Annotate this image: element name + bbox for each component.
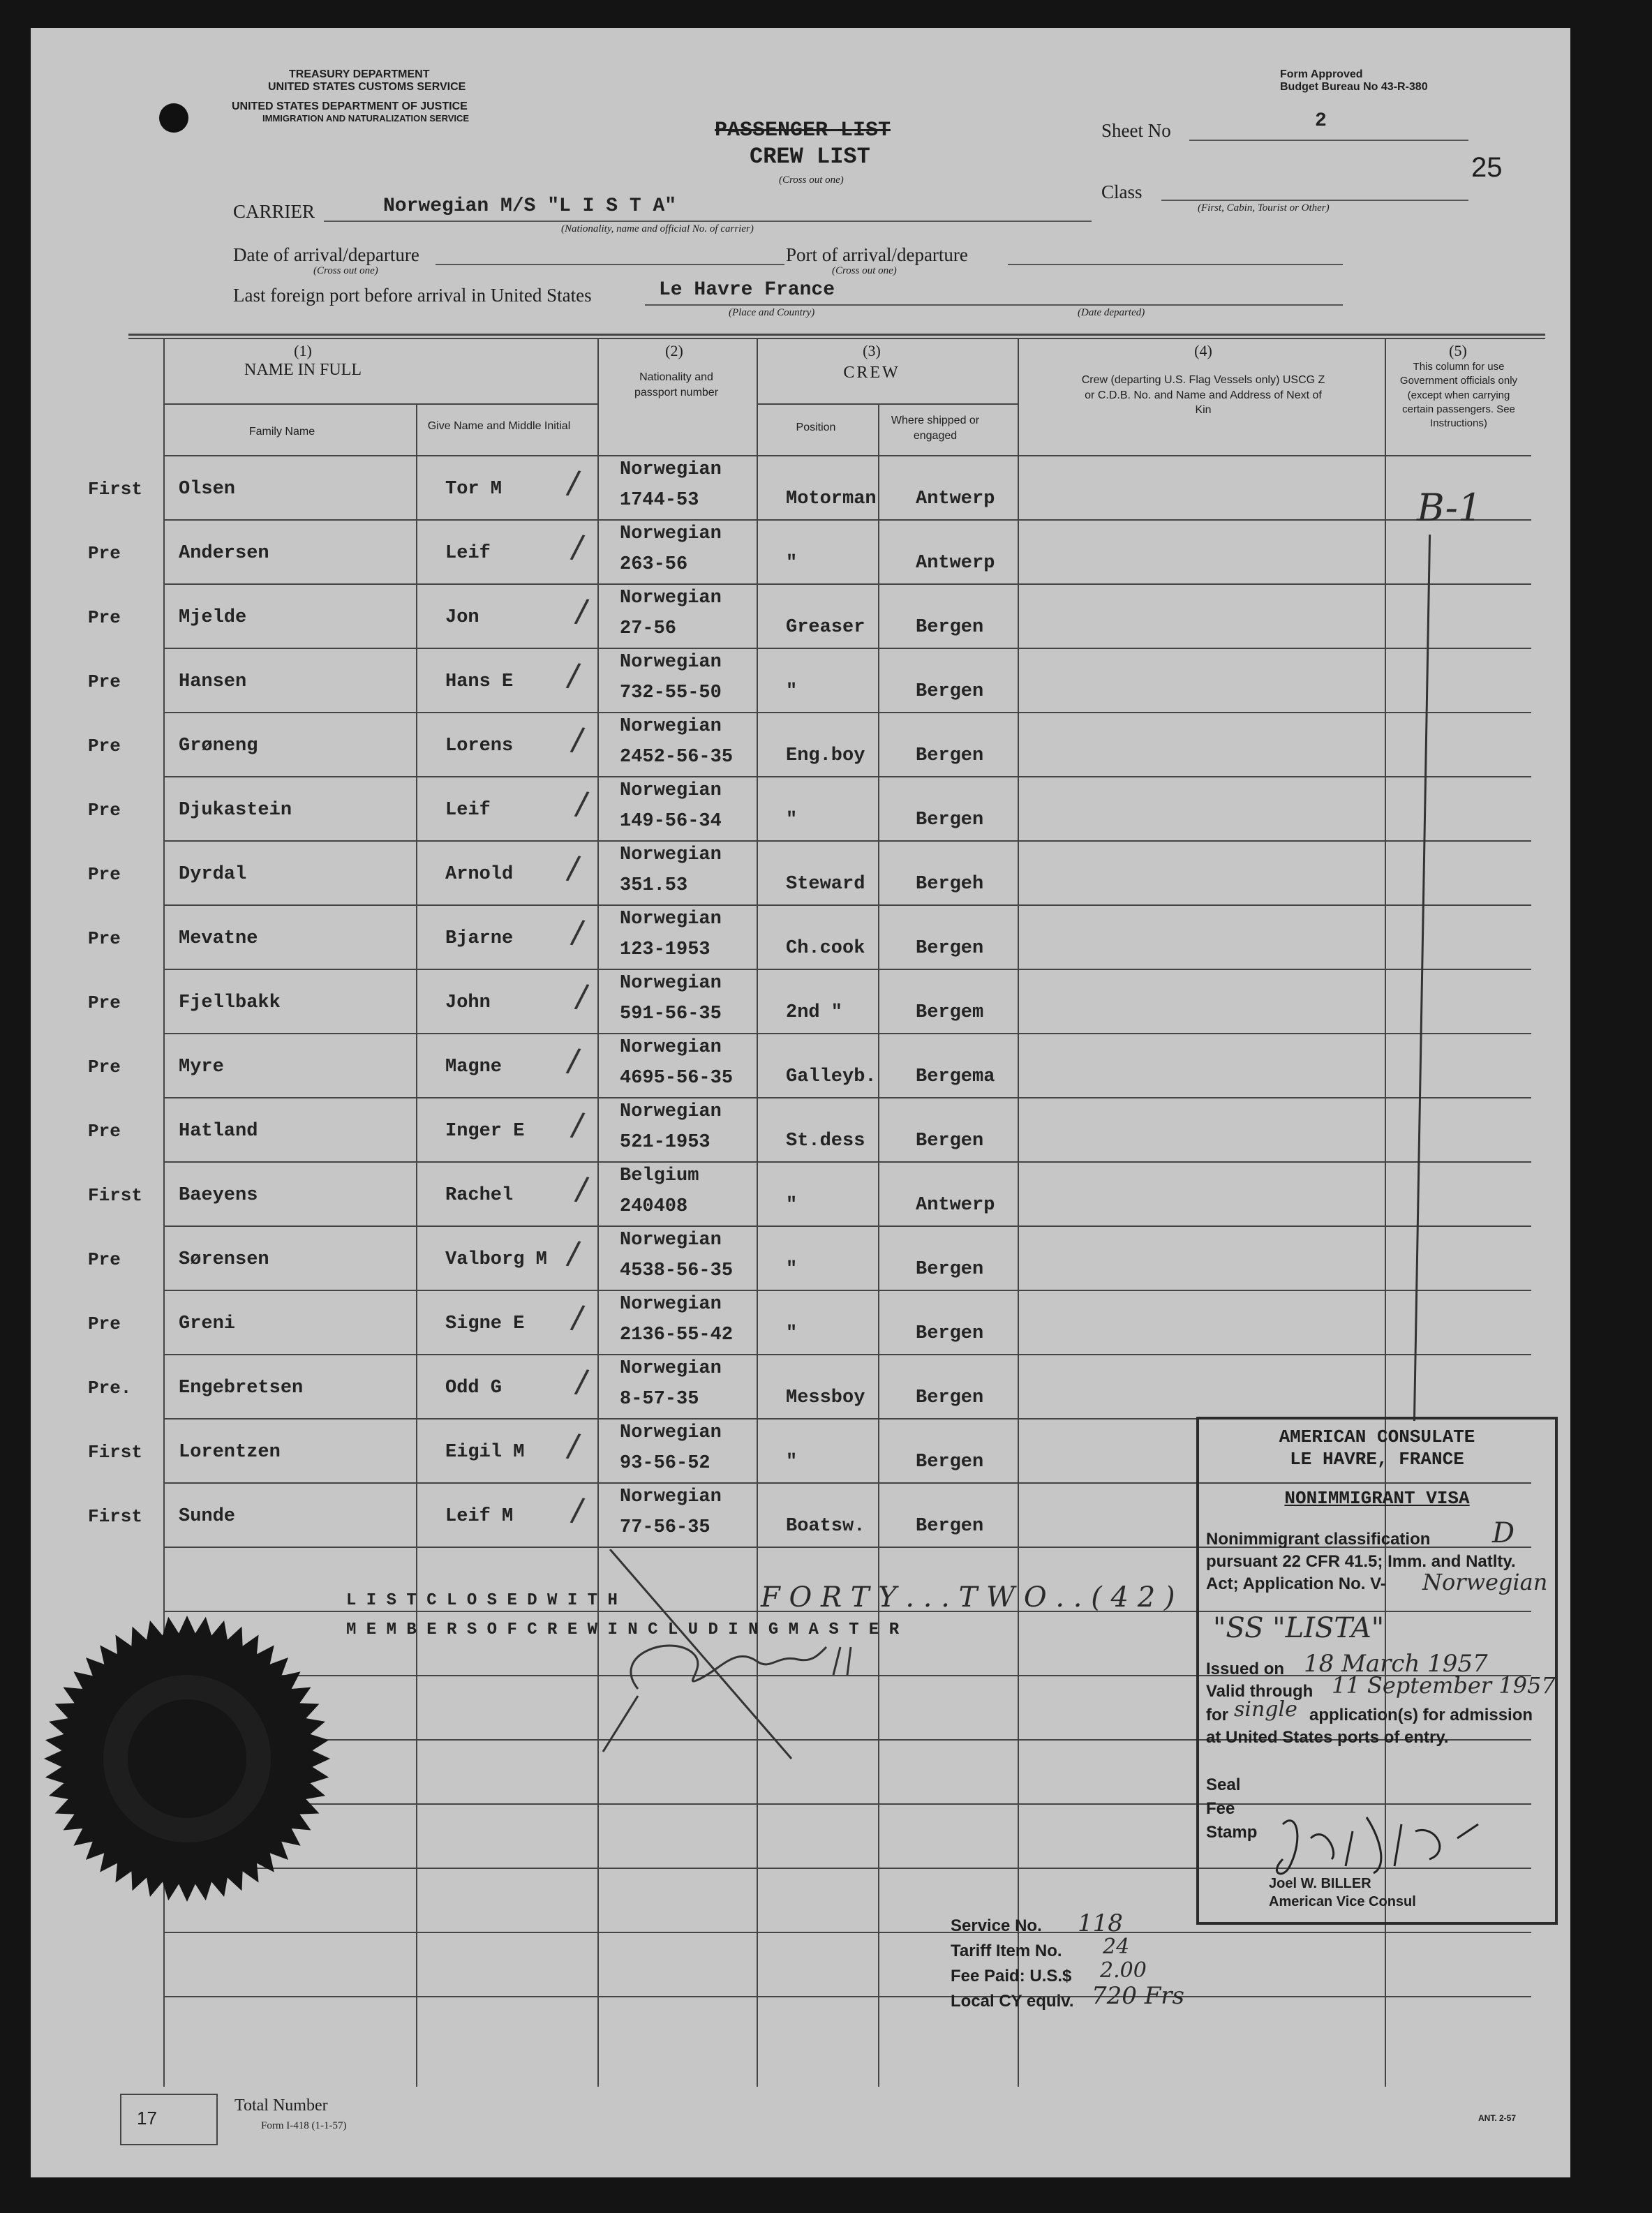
subheader-rule (757, 403, 1018, 405)
row-where-shipped: Bergen (916, 1516, 984, 1537)
agency-justice: UNITED STATES DEPARTMENT OF JUSTICE (232, 100, 468, 112)
check-mark: / (573, 976, 591, 1015)
stamp-officer-title: American Vice Consul (1269, 1894, 1416, 1909)
ant-code: ANT. 2-57 (1478, 2113, 1517, 2123)
stamp-act-label: Act; Application No. V- (1206, 1574, 1386, 1593)
row-position: " (786, 681, 798, 702)
check-mark: / (565, 1426, 583, 1465)
row-given-name: Lorens (445, 736, 514, 757)
stamp-valid-label: Valid through (1206, 1682, 1314, 1701)
row-family-name: Hansen (179, 671, 247, 692)
row-nationality: Norwegian (620, 1101, 722, 1122)
row-nationality: Norwegian (620, 459, 722, 480)
row-family-name: Dyrdal (179, 864, 247, 885)
row-passport-number: 123-1953 (620, 939, 710, 960)
check-mark: / (565, 848, 583, 887)
row-given-name: John (445, 992, 491, 1013)
row-rule (163, 712, 1531, 713)
row-rule (163, 1033, 1531, 1034)
row-given-name: Jon (445, 607, 479, 628)
row-where-shipped: Antwerp (916, 553, 995, 574)
local-value: 720 Frs (1092, 1982, 1184, 2010)
row-rule (163, 776, 1531, 777)
row-rule (163, 583, 1531, 585)
row-position: " (786, 1195, 798, 1216)
col3-shipped: Where shipped or engaged (891, 415, 980, 442)
row-nationality: Norwegian (620, 588, 722, 609)
row-family-name: Lorentzen (179, 1442, 281, 1463)
row-rule (163, 1225, 1531, 1227)
stamp-issued-label: Issued on (1206, 1660, 1285, 1678)
agency-ins: IMMIGRATION AND NATURALIZATION SERVICE (262, 113, 470, 124)
row-nationality: Norwegian (620, 780, 722, 801)
row-family-name: Baeyens (179, 1185, 258, 1206)
col3-number: (3) (863, 342, 881, 359)
row-status: Pre (88, 992, 121, 1013)
stamp-title2: LE HAVRE, FRANCE (1290, 1449, 1464, 1470)
row-position: Boatsw. (786, 1516, 865, 1537)
row-position: St.dess (786, 1131, 865, 1152)
stamp-classification-label: Nonimmigrant classification (1206, 1530, 1431, 1549)
check-mark: / (565, 1041, 583, 1080)
stamp-issued-value: 18 March 1957 (1304, 1650, 1488, 1678)
row-given-name: Signe E (445, 1313, 525, 1334)
row-position: " (786, 1452, 798, 1473)
col-separator (878, 403, 879, 2087)
row-rule (163, 519, 1531, 521)
row-status: First (88, 1442, 143, 1463)
row-where-shipped: Antwerp (916, 1195, 995, 1216)
row-family-name: Mjelde (179, 607, 247, 628)
master-signature (596, 1549, 889, 1773)
row-given-name: Tor M (445, 479, 503, 500)
row-status: Pre (88, 864, 121, 885)
sheet-label: Sheet No (1101, 120, 1171, 141)
row-where-shipped: Bergen (916, 681, 984, 702)
row-status: First (88, 1185, 143, 1206)
date-hint: (Cross out one) (313, 265, 378, 276)
row-nationality: Norwegian (620, 1230, 722, 1251)
official-mark-line (1413, 535, 1431, 1421)
row-passport-number: 149-56-34 (620, 811, 722, 832)
cross-out-hint: (Cross out one) (779, 174, 844, 186)
check-mark: / (573, 591, 591, 630)
agency-treasury: TREASURY DEPARTMENT (289, 68, 430, 80)
row-position: 2nd " (786, 1002, 843, 1023)
col2-title: Nationality and passport number (634, 371, 719, 398)
row-nationality: Norwegian (620, 523, 722, 544)
row-family-name: Djukastein (179, 800, 292, 821)
local-label: Local CY equiv. (951, 1992, 1074, 2011)
row-passport-number: 4695-56-35 (620, 1068, 734, 1089)
stamp-for-label: for (1206, 1706, 1228, 1724)
row-rule (163, 1932, 1531, 1933)
row-passport-number: 1744-53 (620, 490, 699, 511)
consulate-visa-stamp (1196, 1417, 1558, 1925)
row-rule (163, 1097, 1531, 1098)
row-where-shipped: Bergen (916, 1259, 984, 1280)
row-family-name: Myre (179, 1057, 224, 1078)
row-passport-number: 2452-56-35 (620, 747, 734, 768)
form-approved: Form Approved (1280, 68, 1363, 80)
check-mark: / (565, 463, 583, 502)
row-family-name: Andersen (179, 543, 269, 564)
row-rule (163, 904, 1531, 906)
row-passport-number: 27-56 (620, 618, 677, 639)
row-given-name: Odd G (445, 1378, 503, 1399)
total-count: 17 (137, 2108, 157, 2129)
row-rule (163, 1290, 1531, 1291)
row-status: Pre (88, 800, 121, 821)
row-passport-number: 8-57-35 (620, 1389, 699, 1410)
check-mark: / (565, 1233, 583, 1272)
row-status: Pre (88, 1249, 121, 1270)
row-status: Pre (88, 671, 121, 692)
tariff-value: 24 (1103, 1935, 1130, 1959)
col-separator (757, 338, 758, 2087)
row-family-name: Sunde (179, 1506, 236, 1527)
service-value: 118 (1078, 1909, 1123, 1937)
check-mark: / (569, 720, 587, 759)
stamp-act-value: Norwegian (1422, 1569, 1548, 1595)
passenger-list-title: PASSENGER LIST (715, 119, 891, 142)
col-separator (1018, 338, 1019, 2087)
stamp-seal: Seal (1206, 1775, 1241, 1794)
stamp-ports: at United States ports of entry. (1206, 1728, 1449, 1747)
place-hint: (Place and Country) (729, 307, 815, 318)
row-passport-number: 77-56-35 (620, 1517, 710, 1538)
row-family-name: Hatland (179, 1121, 258, 1142)
row-where-shipped: Bergen (916, 745, 984, 766)
row-passport-number: 4538-56-35 (620, 1260, 734, 1281)
stamp-title3: NONIMMIGRANT VISA (1284, 1488, 1470, 1509)
row-position: " (786, 553, 798, 574)
total-count-box (120, 2094, 218, 2145)
row-status: Pre. (88, 1378, 132, 1399)
fee-value: 2.00 (1100, 1958, 1147, 1983)
stamp-valid-value: 11 September 1957 (1332, 1672, 1556, 1699)
date-label: Date of arrival/departure (233, 244, 419, 265)
form-number: Form I-418 (1-1-57) (261, 2120, 347, 2131)
check-mark: / (569, 1105, 587, 1144)
row-given-name: Leif (445, 543, 491, 564)
row-given-name: Hans E (445, 671, 514, 692)
fee-label: Fee Paid: U.S.$ (951, 1967, 1072, 1985)
row-status: Pre (88, 1313, 121, 1334)
row-nationality: Norwegian (620, 844, 722, 865)
row-passport-number: 263-56 (620, 554, 688, 575)
stamp-application: application(s) for admission (1309, 1706, 1533, 1724)
col1-given: Give Name and Middle Initial (427, 420, 571, 432)
port-label: Port of arrival/departure (786, 244, 968, 265)
row-passport-number: 240408 (620, 1196, 688, 1217)
row-rule (163, 969, 1531, 970)
stamp-ship: "SS "LISTA" (1213, 1612, 1385, 1644)
col4-number: (4) (1194, 342, 1212, 359)
closing-line2: M E M B E R S O F C R E W I N C L U D I N G M A S T E R (346, 1620, 900, 1639)
carrier-value: Norwegian M/S "L I S T A" (383, 195, 677, 217)
col4-title: Crew (departing U.S. Flag Vessels only) USCG Z or C.D.B. No. and Name and Address of Next of Kin (1081, 374, 1325, 417)
port-hint: (Cross out one) (832, 265, 897, 276)
row-given-name: Leif (445, 800, 491, 821)
last-port-label: Last foreign port before arrival in United States (233, 285, 592, 306)
stamp-classification-value: D (1492, 1517, 1515, 1549)
row-where-shipped: Antwerp (916, 489, 995, 509)
carrier-label: CARRIER (233, 201, 315, 222)
closing-line1: L I S T C L O S E D W I T H (346, 1591, 618, 1610)
row-given-name: Leif M (445, 1506, 514, 1527)
col-separator (416, 403, 417, 2087)
row-rule (163, 1354, 1531, 1355)
crew-list-form (31, 28, 1570, 2177)
row-nationality: Norwegian (620, 1358, 722, 1379)
last-port-value: Le Havre France (659, 279, 835, 301)
row-where-shipped: Bergema (916, 1066, 995, 1087)
carrier-hint: (Nationality, name and official No. of carrier) (561, 223, 754, 234)
col3-position: Position (796, 422, 836, 433)
row-where-shipped: Bergen (916, 1323, 984, 1344)
row-status: Pre (88, 928, 121, 949)
row-rule (163, 1161, 1531, 1163)
row-position: Eng.boy (786, 745, 865, 766)
row-passport-number: 351.53 (620, 875, 688, 896)
row-nationality: Norwegian (620, 1037, 722, 1058)
sheet-value: 2 (1315, 110, 1327, 132)
check-mark: / (569, 1490, 587, 1529)
check-mark: / (573, 1362, 591, 1401)
row-position: " (786, 1259, 798, 1280)
stamp-pursuant: pursuant 22 CFR 41.5; Imm. and Natlty. (1206, 1552, 1516, 1571)
agency-customs: UNITED STATES CUSTOMS SERVICE (268, 81, 466, 93)
stamp-stamp: Stamp (1206, 1823, 1258, 1842)
subheader-rule (163, 403, 597, 405)
col1-number: (1) (294, 342, 312, 359)
row-where-shipped: Bergeh (916, 874, 984, 895)
page-number: 25 (1471, 152, 1503, 183)
row-given-name: Eigil M (445, 1442, 525, 1463)
row-where-shipped: Bergen (916, 1452, 984, 1473)
stamp-fee: Fee (1206, 1799, 1235, 1818)
check-mark: / (569, 912, 587, 951)
row-status: Pre (88, 607, 121, 628)
row-where-shipped: Bergen (916, 617, 984, 638)
service-label: Service No. (951, 1916, 1042, 1935)
row-family-name: Greni (179, 1313, 236, 1334)
class-label: Class (1101, 181, 1143, 202)
row-passport-number: 732-55-50 (620, 683, 722, 703)
row-nationality: Norwegian (620, 1294, 722, 1315)
check-mark: / (573, 1169, 591, 1208)
row-given-name: Arnold (445, 864, 514, 885)
row-rule (163, 1996, 1531, 1997)
row-status: Pre (88, 543, 121, 564)
row-position: Greaser (786, 617, 865, 638)
header-bottom-rule (163, 455, 1531, 456)
row-passport-number: 521-1953 (620, 1132, 710, 1153)
crew-list-title: CREW LIST (750, 144, 870, 170)
row-status: First (88, 1506, 143, 1527)
punch-hole (159, 103, 188, 133)
official-mark: B-1 (1417, 486, 1482, 530)
col3-title: CREW (843, 364, 900, 382)
row-given-name: Valborg M (445, 1249, 547, 1270)
row-position: Steward (786, 874, 865, 895)
row-rule (163, 840, 1531, 842)
budget-bureau: Budget Bureau No 43-R-380 (1280, 81, 1428, 93)
check-mark: / (565, 655, 583, 694)
row-family-name: Fjellbakk (179, 992, 281, 1013)
col-separator (597, 338, 599, 2087)
col5-title: This column for use Government officials only (except when carrying certain passengers. See Instructions) (1399, 361, 1518, 429)
row-position: " (786, 1323, 798, 1344)
row-position: " (786, 810, 798, 830)
stamp-title1: AMERICAN CONSULATE (1279, 1426, 1475, 1447)
stamp-for-value: single (1234, 1697, 1297, 1722)
row-nationality: Belgium (620, 1165, 699, 1186)
col1-family: Family Name (248, 426, 315, 438)
row-family-name: Olsen (179, 479, 236, 500)
row-passport-number: 2136-55-42 (620, 1325, 734, 1346)
col2-number: (2) (665, 342, 683, 359)
row-where-shipped: Bergen (916, 1387, 984, 1408)
row-given-name: Inger E (445, 1121, 525, 1142)
row-status: Pre (88, 736, 121, 757)
check-mark: / (569, 527, 587, 566)
col1-title: NAME IN FULL (244, 361, 362, 379)
row-nationality: Norwegian (620, 1486, 722, 1507)
check-mark: / (573, 784, 591, 823)
wax-seal (40, 1612, 334, 1905)
row-rule (163, 648, 1531, 649)
row-position: Motorman (786, 489, 877, 509)
row-family-name: Engebretsen (179, 1378, 304, 1399)
class-hint: (First, Cabin, Tourist or Other) (1198, 202, 1330, 214)
row-nationality: Norwegian (620, 716, 722, 737)
tariff-label: Tariff Item No. (951, 1942, 1062, 1960)
row-position: Messboy (786, 1387, 865, 1408)
crew-count-handwritten: F O R T Y . . . T W O . . ( 4 2 ) (761, 1581, 1175, 1614)
row-nationality: Norwegian (620, 1422, 722, 1443)
row-position: Ch.cook (786, 938, 865, 959)
row-nationality: Norwegian (620, 909, 722, 930)
row-family-name: Grøneng (179, 736, 258, 757)
row-where-shipped: Bergem (916, 1002, 984, 1023)
check-mark: / (569, 1297, 587, 1336)
row-given-name: Rachel (445, 1185, 514, 1206)
row-family-name: Sørensen (179, 1249, 269, 1270)
row-where-shipped: Bergen (916, 1131, 984, 1152)
stamp-officer-name: Joel W. BILLER (1269, 1876, 1371, 1891)
row-where-shipped: Bergen (916, 810, 984, 830)
row-nationality: Norwegian (620, 973, 722, 994)
row-position: Galleyb. (786, 1066, 877, 1087)
row-nationality: Norwegian (620, 652, 722, 673)
row-where-shipped: Bergen (916, 938, 984, 959)
date-departed-hint: (Date departed) (1078, 307, 1145, 318)
row-passport-number: 591-56-35 (620, 1004, 722, 1024)
col5-number: (5) (1449, 342, 1467, 359)
total-label: Total Number (235, 2096, 328, 2115)
row-status: Pre (88, 1121, 121, 1142)
row-passport-number: 93-56-52 (620, 1453, 710, 1474)
row-status: Pre (88, 1057, 121, 1078)
row-family-name: Mevatne (179, 928, 258, 949)
row-status: First (88, 479, 143, 500)
row-given-name: Bjarne (445, 928, 514, 949)
row-given-name: Magne (445, 1057, 503, 1078)
